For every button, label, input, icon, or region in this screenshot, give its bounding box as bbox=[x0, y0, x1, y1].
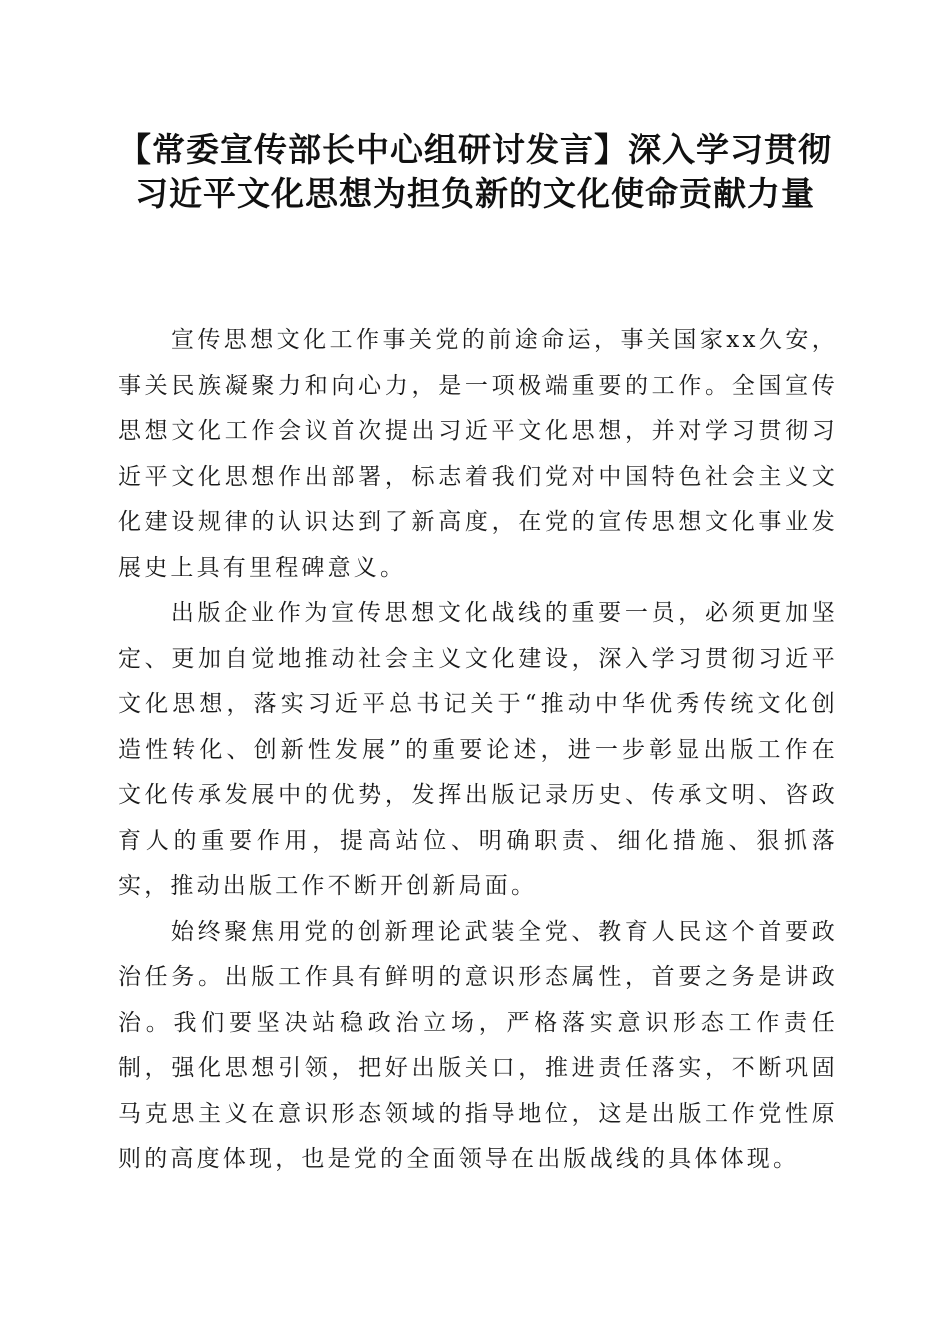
document-body bbox=[118, 318, 838, 1183]
paragraph: 始终聚焦用党的创新理论武装全党、教育人民这个首要政治任务。出版工作具有鲜明的意识形态属性，首要之务是讲政治。我们要坚决站稳政治立场，严格落实意识形态工作责任制，强化思想引领，把好出版关口，推进责任落实，不断巩固马克思主义在意识形态领域的指导地位，这是出版工作党性原则的高度体现，也是党的全面领导在出版战线的具体体现。 bbox=[118, 918, 838, 1172]
paragraph: 宣传思想文化工作事关党的前途命运，事关国家xx久安，事关民族凝聚力和向心力，是一项极端重要的工作。全国宣传思想文化工作会议首次提出习近平文化思想，并对学习贯彻习近平文化思想作出部署，标志着我们党对中国特色社会主义文化建设规律的认识达到了新高度，在党的宣传思想文化事业发展史上具有里程碑意义。 bbox=[118, 327, 838, 581]
document-title: 【常委宣传部长中心组研讨发言】深入学习贯彻习近平文化思想为担负新的文化使命贡献力量 bbox=[118, 130, 832, 213]
paragraph: 出版企业作为宣传思想文化战线的重要一员，必须更加坚定、更加自觉地推动社会主义文化建设，深入学习贯彻习近平文化思想，落实习近平总书记关于“推动中华优秀传统文化创造性转化、创新性发展”的重要论述，进一步彰显出版工作在文化传承发展中的优势，发挥出版记录历史、传承文明、咨政育人的重要作用，提高站位、明确职责、细化措施、狠抓落实，推动出版工作不断开创新局面。 bbox=[118, 600, 838, 899]
